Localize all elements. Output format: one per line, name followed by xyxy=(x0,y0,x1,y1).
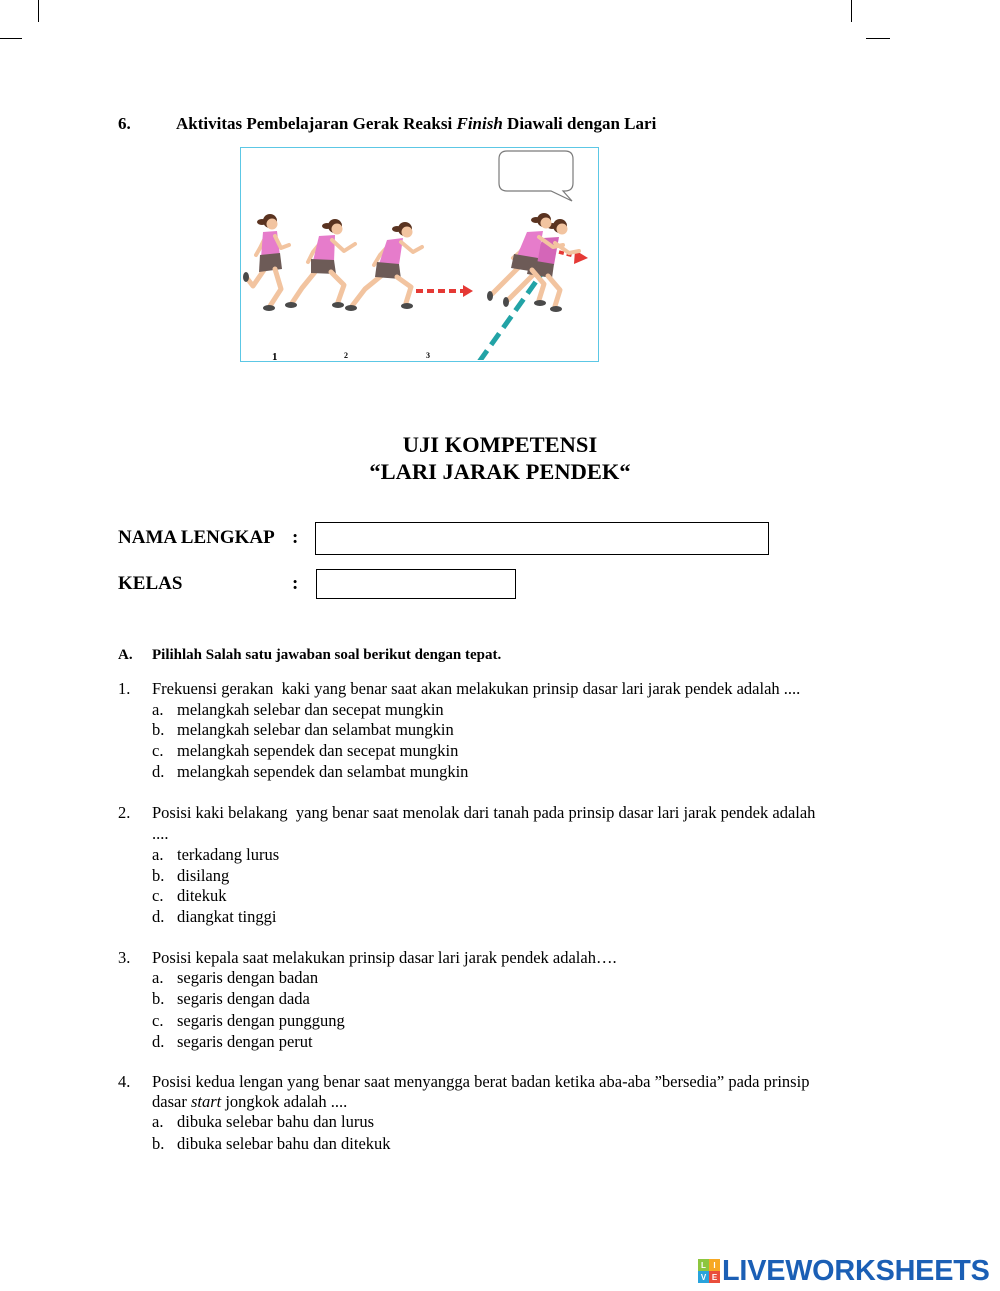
question-text: Posisi kepala saat melakukan prinsip dasar lari jarak pendek adalah…. xyxy=(152,948,617,967)
speech-bubble xyxy=(499,151,573,201)
runner-front-arm xyxy=(332,240,355,251)
running-finish-illustration xyxy=(240,147,599,362)
option-text: segaris dengan punggung xyxy=(177,1011,345,1030)
runner-front-leg xyxy=(270,269,281,306)
option-text: disilang xyxy=(177,866,230,885)
illustration-canvas xyxy=(241,148,597,360)
instruction-letter: A. xyxy=(118,647,133,663)
runner-back-leg xyxy=(292,272,315,303)
option-letter: a. xyxy=(152,700,164,719)
option-letter: a. xyxy=(152,968,164,987)
crop-mark-top-right-vertical xyxy=(851,0,852,22)
section-title xyxy=(176,114,656,134)
runner-face xyxy=(557,224,568,235)
option-text: melangkah sependek dan selambat mungkin xyxy=(177,762,469,781)
full-name-input[interactable] xyxy=(315,522,769,555)
runner-face xyxy=(332,224,343,235)
option-letter: c. xyxy=(152,741,164,760)
liveworksheets-logo[interactable] xyxy=(698,1255,994,1287)
option-text: terkadang lurus xyxy=(177,845,280,864)
run-direction-arrow-head xyxy=(463,285,473,297)
runner-2 xyxy=(285,219,355,308)
runner-front-arm xyxy=(401,242,422,252)
option-text: melangkah sependek dan secepat mungkin xyxy=(177,741,459,760)
option-text: ditekuk xyxy=(177,886,227,905)
option-letter: d. xyxy=(152,762,165,781)
option-letter: b. xyxy=(152,1134,165,1153)
crop-mark-top-left-vertical xyxy=(38,0,39,22)
runner-face xyxy=(541,218,552,229)
runner-shoe xyxy=(332,302,344,308)
question-number: 2. xyxy=(118,803,131,822)
runner-shoe xyxy=(243,272,249,282)
option-text: dibuka selebar bahu dan lurus xyxy=(177,1112,375,1131)
section-title-italic: Finish xyxy=(456,114,503,133)
crop-mark-top-left-horizontal xyxy=(0,38,22,39)
crop-mark-top-right-horizontal xyxy=(866,38,890,39)
option-letter: a. xyxy=(152,845,164,864)
liveworksheets-logo-text: LIVEWORKSHEETS xyxy=(722,1255,990,1287)
runner-face xyxy=(402,227,413,238)
runner-3 xyxy=(345,222,422,311)
option-text: diangkat tinggi xyxy=(177,907,277,926)
runner-shoe xyxy=(503,297,509,307)
option-text: segaris dengan badan xyxy=(177,968,319,987)
runner-shorts xyxy=(259,253,282,272)
figure-label-3: 3 xyxy=(426,351,430,360)
option-letter: a. xyxy=(152,1112,164,1131)
question-text-continued xyxy=(152,1092,347,1112)
runner-shoe xyxy=(285,302,297,308)
figure-label-2: 2 xyxy=(344,351,348,360)
option-text: segaris dengan dada xyxy=(177,989,310,1008)
runner-shoe xyxy=(345,305,357,311)
page-subtitle: “LARI JARAK PENDEK“ xyxy=(369,459,631,484)
question-text-continued: .... xyxy=(152,824,169,843)
section-title-end: Diawali dengan Lari xyxy=(502,114,657,133)
runners-group xyxy=(243,213,579,312)
option-letter: b. xyxy=(152,866,165,885)
class-colon: : xyxy=(292,573,299,594)
section-title-start: Aktivitas Pembelajaran Gerak Reaksi xyxy=(176,114,457,133)
runner-shoe xyxy=(534,300,546,306)
option-letter: b. xyxy=(152,720,165,739)
logo-icon-letter: L xyxy=(698,1259,709,1271)
logo-icon-letter: I xyxy=(709,1259,720,1271)
runner-shoe xyxy=(487,291,493,301)
full-name-label: NAMA LENGKAP xyxy=(118,527,275,548)
runner-shoe xyxy=(401,303,413,309)
runner-front-leg xyxy=(331,272,344,302)
question-number: 1. xyxy=(118,679,131,698)
runner-shoe xyxy=(550,306,562,312)
question-text-part: jongkok adalah .... xyxy=(221,1092,348,1111)
logo-icon-letter: E xyxy=(709,1271,720,1283)
page-title: UJI KOMPETENSI xyxy=(402,432,598,457)
finish-line xyxy=(479,266,547,360)
class-label: KELAS xyxy=(118,573,183,594)
option-text: segaris dengan perut xyxy=(177,1032,313,1051)
option-letter: d. xyxy=(152,907,165,926)
figure-label-1: 1 xyxy=(272,351,278,363)
runner-shoe xyxy=(263,305,275,311)
question-text: Frekuensi gerakan kaki yang benar saat akan melakukan prinsip dasar lari jarak pendek adalah .... xyxy=(152,679,801,698)
question-text: Posisi kaki belakang yang benar saat menolak dari tanah pada prinsip dasar lari jarak pendek adalah xyxy=(152,803,816,822)
option-letter: c. xyxy=(152,1011,164,1030)
question-number: 3. xyxy=(118,948,131,967)
runner-face xyxy=(267,219,278,230)
runner-front-leg xyxy=(548,276,560,306)
runner-1 xyxy=(243,214,289,311)
option-letter: d. xyxy=(152,1032,165,1051)
question-text-part: dasar xyxy=(152,1092,191,1111)
logo-icon-letter: V xyxy=(698,1271,709,1283)
option-text: melangkah selebar dan selambat mungkin xyxy=(177,720,454,739)
instruction-text: Pilihlah Salah satu jawaban soal berikut dengan tepat. xyxy=(152,647,502,663)
option-letter: c. xyxy=(152,886,164,905)
question-text: Posisi kedua lengan yang benar saat menyangga berat badan ketika aba-aba ”bersedia” pada prinsip xyxy=(152,1072,810,1091)
question-number: 4. xyxy=(118,1072,131,1091)
runner-front-leg xyxy=(397,277,411,303)
option-text: melangkah selebar dan secepat mungkin xyxy=(177,700,444,719)
liveworksheets-logo-icon xyxy=(698,1259,720,1283)
question-text-italic: start xyxy=(190,1092,222,1111)
runner-back-leg xyxy=(492,268,518,294)
option-letter: b. xyxy=(152,989,165,1008)
option-text: dibuka selebar bahu dan ditekuk xyxy=(177,1134,391,1153)
full-name-colon: : xyxy=(292,527,299,548)
runner-back-leg xyxy=(352,276,381,306)
section-number: 6. xyxy=(118,114,131,133)
class-input[interactable] xyxy=(316,569,516,599)
